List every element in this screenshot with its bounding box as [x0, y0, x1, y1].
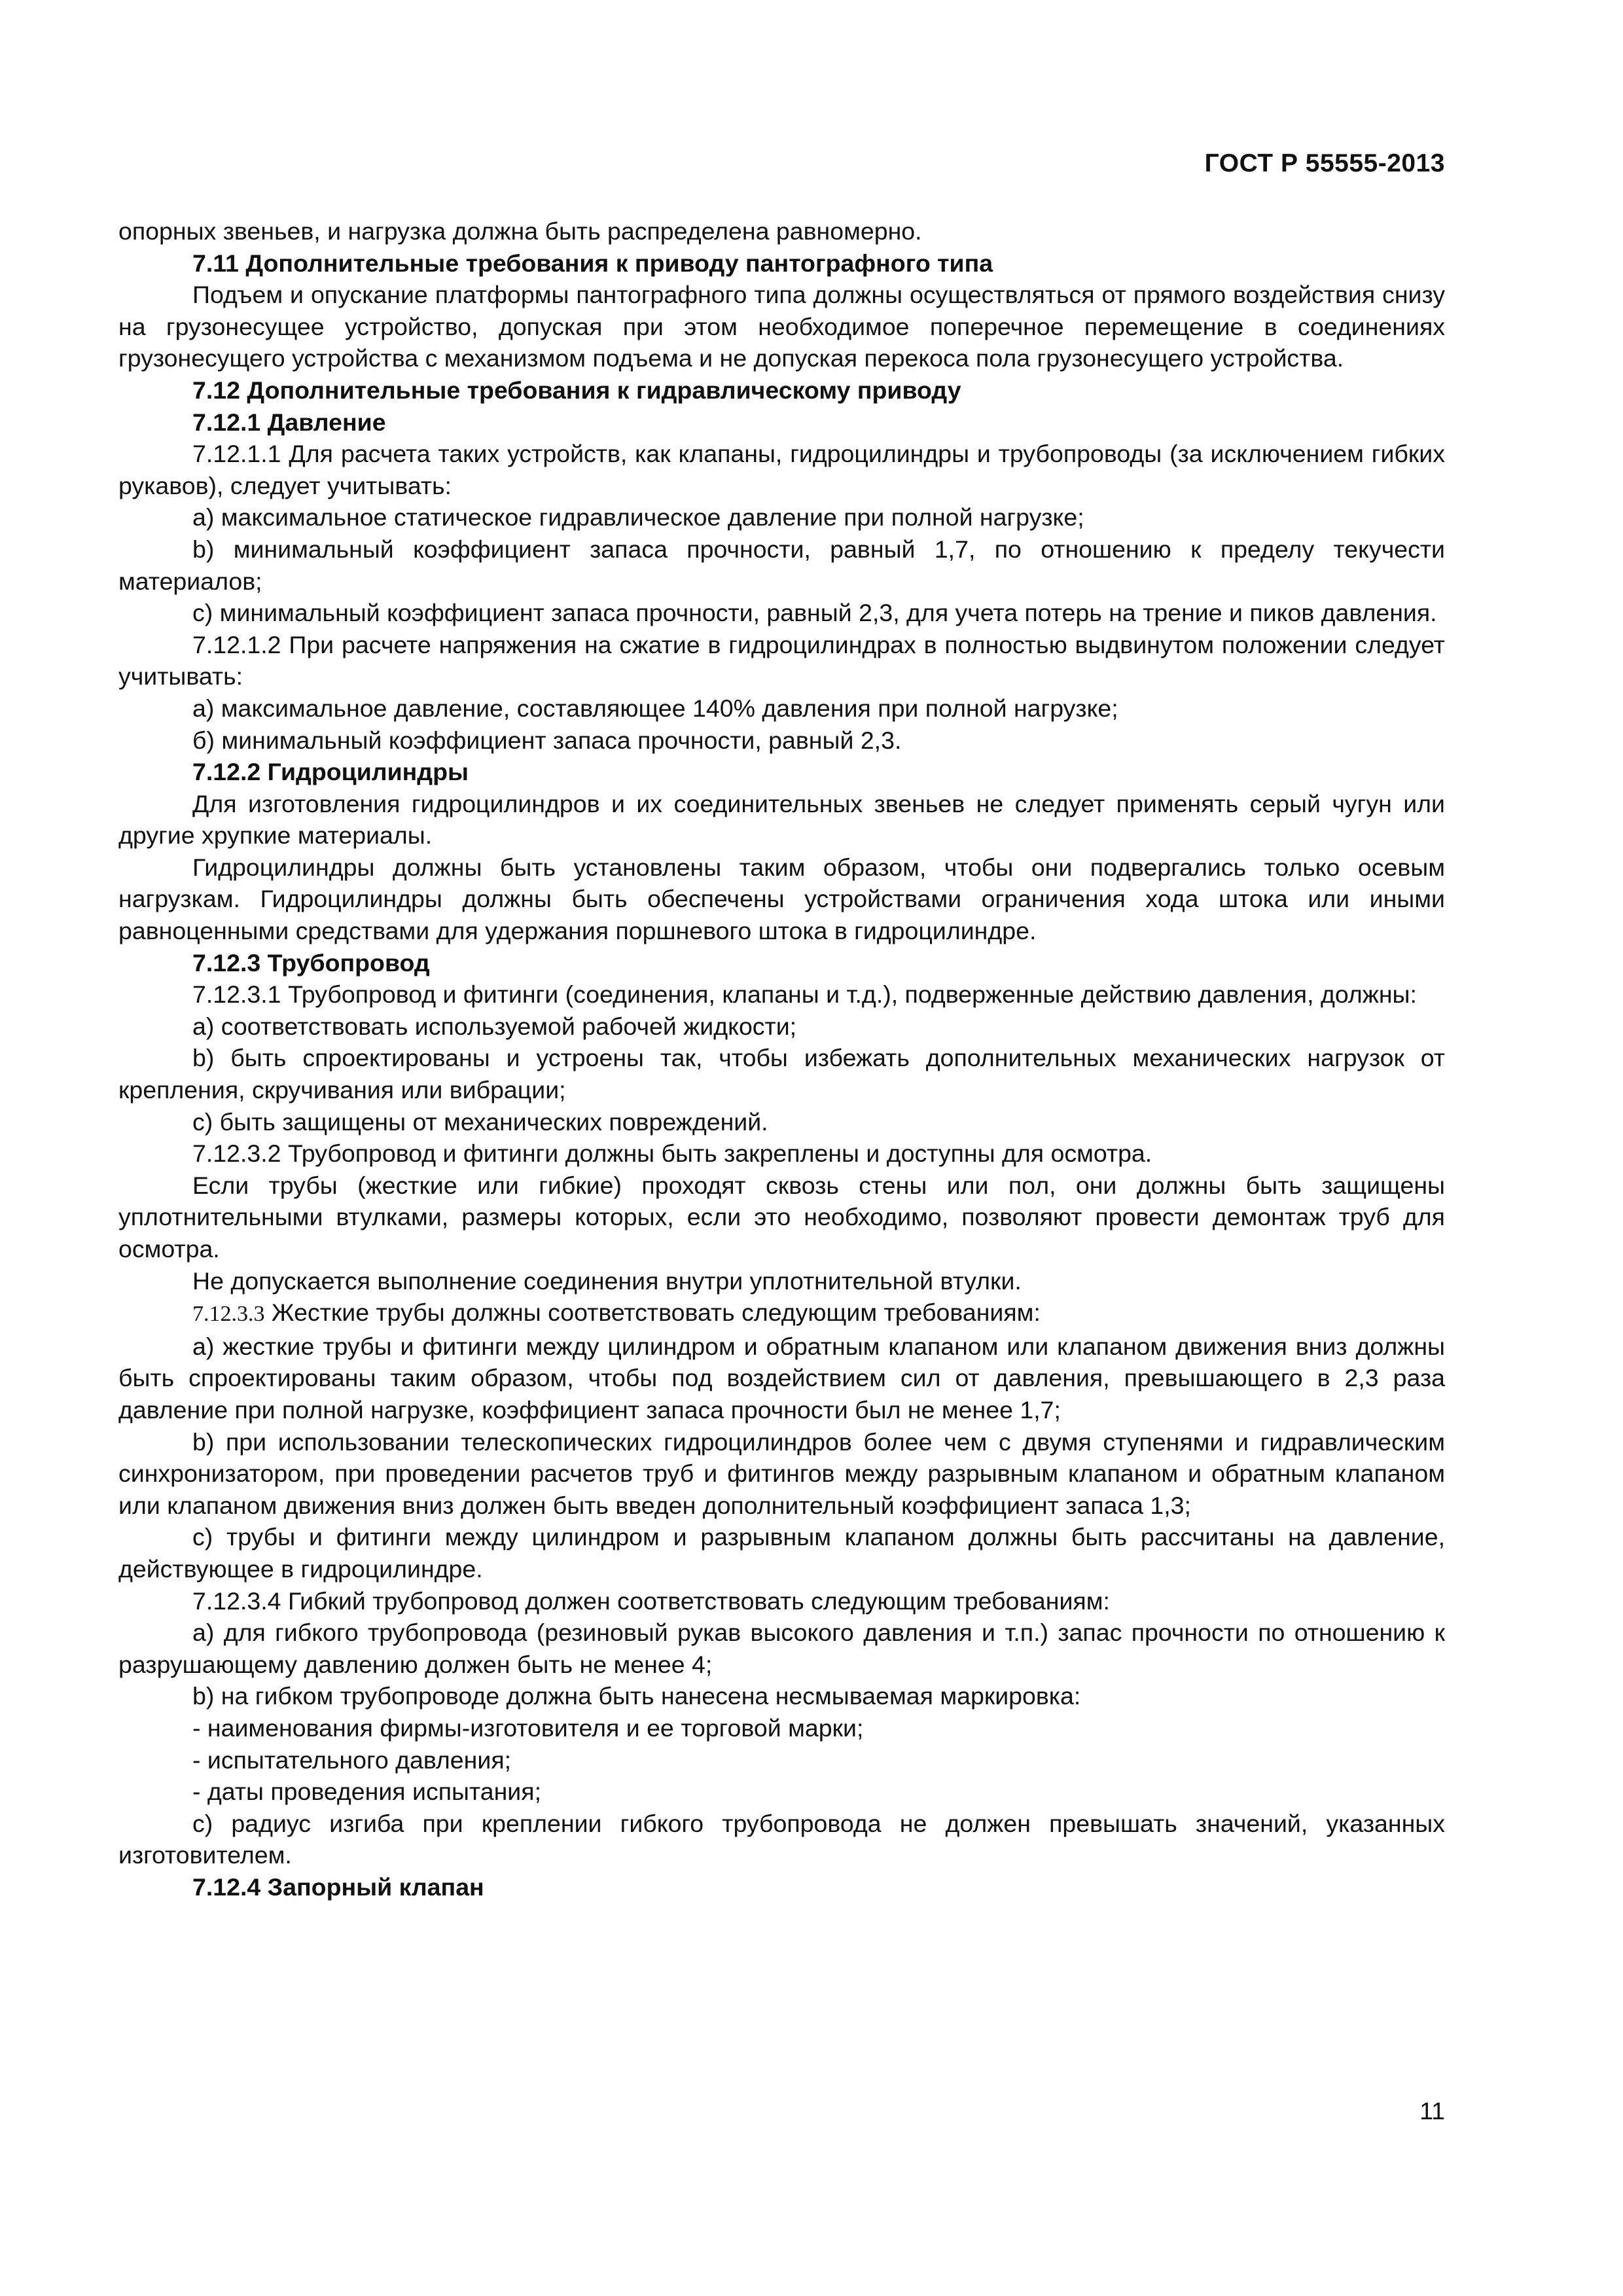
paragraph-text: c) минимальный коэффициент запаса прочности, равный 2,3, для учета потерь на трение и пиков давления.: [192, 599, 1437, 627]
paragraph: [118, 1042, 1445, 1105]
paragraph-text: c) трубы и фитинги между цилиндром и разрывным клапаном должны быть рассчитаны на давление, действующее в гидроцилиндре.: [118, 1523, 1445, 1583]
paragraph: [118, 1426, 1445, 1522]
paragraph-text: опорных звеньев, и нагрузка должна быть распределена равномерно.: [118, 217, 922, 245]
paragraph-text: 7.12.3.1 Трубопровод и фитинги (соединения, клапаны и т.д.), подверженные действию давления, должны:: [192, 980, 1417, 1009]
paragraph-text: a) для гибкого трубопровода (резиновый рукав высокого давления и т.п.) запас прочности по отношению к разрушающему давлению должен быть не менее 4;: [118, 1619, 1445, 1678]
paragraph: [118, 1170, 1445, 1265]
paragraph-text: a) жесткие трубы и фитинги между цилиндром и обратным клапаном или клапаном движения вниз должны быть спроектированы таким образом, чтобы под воздействием сил от давления, превышающего в 2,3 раза давление при полной нагрузке, коэффициент запаса прочности был не менее 1,7;: [118, 1332, 1445, 1424]
paragraph: [118, 501, 1445, 533]
paragraph: [118, 215, 1445, 247]
paragraph: [118, 1011, 1445, 1043]
paragraph: [118, 533, 1445, 597]
paragraph: [118, 1585, 1445, 1617]
paragraph: [118, 788, 1445, 852]
paragraph-text: b) быть спроектированы и устроены так, чтобы избежать дополнительных механических нагрузок от крепления, скручивания или вибрации;: [118, 1044, 1445, 1104]
paragraph-text: 7.12.2 Гидроцилиндры: [192, 758, 469, 786]
paragraph-text: b) минимальный коэффициент запаса прочности, равный 1,7, по отношению к пределу текучести материалов;: [118, 535, 1445, 595]
paragraph-text: 7.12.1 Давление: [192, 408, 386, 436]
paragraph-text: 7.11 Дополнительные требования к приводу пантографного типа: [192, 249, 993, 277]
document-body: [118, 215, 1445, 1903]
paragraph: [118, 725, 1445, 757]
section-heading: [118, 756, 1445, 788]
paragraph-text: - наименования фирмы-изготовителя и ее торговой марки;: [192, 1713, 864, 1742]
paragraph-text: b) при использовании телескопических гидроцилиндров более чем с двумя ступенями и гидравлическим синхронизатором, при проведении расчетов труб и фитингов между разрывным клапаном и обратным клапаном или клапаном движения вниз должен быть введен дополнительный коэффициент запаса 1,3;: [118, 1427, 1445, 1519]
paragraph-text: б) минимальный коэффициент запаса прочности, равный 2,3.: [192, 726, 902, 754]
paragraph-text: b) на гибком трубопроводе должна быть нанесена несмываемая маркировка:: [192, 1682, 1081, 1710]
paragraph-text: а) максимальное давление, составляющее 140% давления при полной нагрузке;: [192, 694, 1118, 722]
paragraph: [118, 692, 1445, 725]
paragraph-text: 7.12.1.1 Для расчета таких устройств, как клапаны, гидроцилиндры и трубопроводы (за исключением гибких рукавов), следует учитывать:: [118, 440, 1445, 499]
paragraph-text: 7.12.3.4 Гибкий трубопровод должен соответствовать следующим требованиям:: [192, 1587, 1110, 1615]
paragraph: [118, 1138, 1445, 1170]
paragraph-text: a) максимальное статическое гидравлическое давление при полной нагрузке;: [192, 503, 1084, 531]
paragraph: [118, 1265, 1445, 1297]
paragraph: [118, 1617, 1445, 1680]
paragraph-text: Не допускается выполнение соединения внутри уплотнительной втулки.: [192, 1266, 1022, 1295]
paragraph: [118, 1521, 1445, 1585]
section-heading: [118, 947, 1445, 979]
paragraph-text: Подъем и опускание платформы пантографного типа должны осуществляться от прямого воздействия снизу на грузонесущее устройство, допуская при этом необходимое поперечное перемещение в соединениях грузонесущего устройства с механизмом подъема и не допуская перекоса пола грузонесущего устройства.: [118, 281, 1445, 372]
paragraph: [118, 1776, 1445, 1808]
paragraph: [118, 597, 1445, 629]
page-number: 11: [1419, 2097, 1445, 2125]
paragraph: [118, 438, 1445, 501]
paragraph-text: 7.12 Дополнительные требования к гидравлическому приводу: [192, 376, 961, 404]
paragraph-text: Для изготовления гидроцилиндров и их соединительных звеньев не следует применять серый чугун или другие хрупкие материалы.: [118, 789, 1445, 850]
paragraph: [118, 1331, 1445, 1426]
paragraph: [118, 629, 1445, 692]
paragraph: [118, 1297, 1445, 1331]
paragraph-text: c) радиус изгиба при креплении гибкого трубопровода не должен превышать значений, указанных изготовителем.: [118, 1809, 1445, 1869]
paragraph: [118, 1808, 1445, 1871]
paragraph-text: Жесткие трубы должны соответствовать следующим требованиям:: [264, 1299, 1041, 1327]
paragraph: [118, 978, 1445, 1011]
paragraph: [118, 279, 1445, 374]
paragraph-text: c) быть защищены от механических повреждений.: [192, 1107, 768, 1136]
paragraph-text: 7.12.4 Запорный клапан: [192, 1873, 484, 1901]
paragraph: [118, 1712, 1445, 1744]
clause-number: 7.12.3.3: [192, 1302, 265, 1327]
section-heading: [118, 374, 1445, 406]
paragraph-text: 7.12.3 Трубопровод: [192, 948, 430, 977]
paragraph-text: Если трубы (жесткие или гибкие) проходят сквозь стены или пол, они должны быть защищены уплотнительными втулками, размеры которых, если это необходимо, позволяют провести демонтаж труб для осмотра.: [118, 1171, 1445, 1263]
paragraph-text: - даты проведения испытания;: [192, 1778, 541, 1806]
paragraph-text: a) соответствовать используемой рабочей жидкости;: [192, 1012, 797, 1040]
paragraph-text: 7.12.1.2 При расчете напряжения на сжатие в гидроцилиндрах в полностью выдвинутом положении следует учитывать:: [118, 630, 1445, 691]
section-heading: [118, 1871, 1445, 1903]
document-header: ГОСТ Р 55555-2013: [1204, 149, 1445, 177]
paragraph-text: Гидроцилиндры должны быть установлены таким образом, чтобы они подвергались только осевым нагрузкам. Гидроцилиндры должны быть обеспечены устройствами ограничения хода штока или иными равноценными средствами для удержания поршневого штока в гидроцилиндре.: [118, 853, 1445, 945]
section-heading: [118, 247, 1445, 279]
paragraph: [118, 852, 1445, 947]
paragraph-text: - испытательного давления;: [192, 1746, 512, 1774]
paragraph: [118, 1680, 1445, 1712]
paragraph-text: 7.12.3.2 Трубопровод и фитинги должны быть закреплены и доступны для осмотра.: [192, 1139, 1152, 1168]
paragraph: [118, 1744, 1445, 1776]
section-heading: [118, 406, 1445, 439]
paragraph: [118, 1106, 1445, 1138]
